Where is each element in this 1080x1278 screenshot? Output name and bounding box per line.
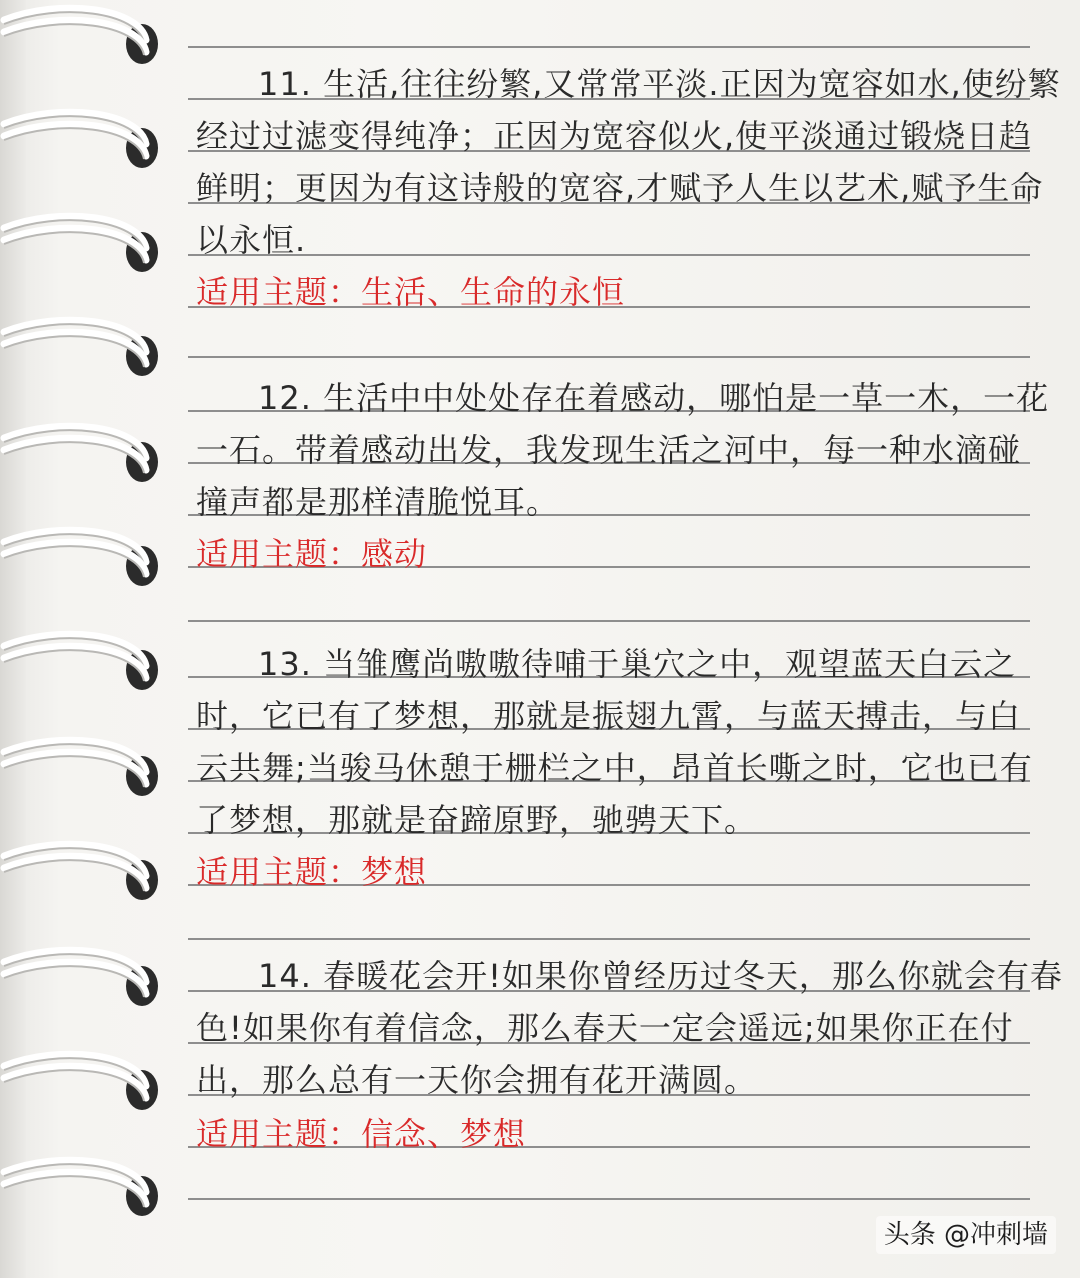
entry-11-line-4: 以永恒. [196, 221, 307, 259]
entry-11-line-2: 经过过滤变得纯净；正因为宽容似火,使平淡通过锻烧日趋 [196, 117, 1033, 155]
entry-12-theme: 适用主题：感动 [196, 535, 428, 573]
entry-11-line-1: 11. 生活,往往纷繁,又常常平淡.正因为宽容如水,使纷繁 [258, 65, 1061, 103]
entry-12-line-3: 撞声都是那样清脆悦耳。 [196, 483, 560, 521]
entry-14-theme: 适用主题：信念、梦想 [196, 1115, 527, 1153]
entry-13-line-1: 13. 当雏鹰尚嗷嗷待哺于巢穴之中，观望蓝天白云之 [258, 645, 1017, 683]
spiral-ring [4, 8, 158, 64]
entry-13-line-3: 云共舞;当骏马休憩于栅栏之中，昂首长嘶之时，它也已有 [196, 749, 1033, 787]
spiral-ring [4, 950, 158, 1006]
ruled-line [188, 938, 1030, 940]
entry-13-line-4: 了梦想，那就是奋蹄原野，驰骋天下。 [196, 801, 758, 839]
spiral-ring [4, 844, 158, 900]
spiral-ring [4, 426, 158, 482]
watermark: 头条 @冲刺墙 [876, 1216, 1056, 1254]
entry-12-line-2: 一石。带着感动出发，我发现生活之河中，每一种水滴碰 [196, 431, 1022, 469]
spiral-ring [4, 320, 158, 376]
entry-13-theme: 适用主题：梦想 [196, 853, 428, 891]
entry-11-theme: 适用主题：生活、生命的永恒 [196, 273, 626, 311]
ruled-line [188, 1198, 1030, 1200]
spiral-ring [4, 1160, 158, 1216]
entry-11-line-3: 鲜明；更因为有这诗般的宽容,才赋予人生以艺术,赋予生命 [196, 169, 1044, 207]
spiral-binding [0, 0, 190, 1278]
entry-14-line-2: 色!如果你有着信念，那么春天一定会遥远;如果你正在付 [196, 1009, 1014, 1047]
spiral-ring [4, 530, 158, 586]
ruled-line [188, 620, 1030, 622]
spiral-ring [4, 1054, 158, 1110]
entry-14-line-1: 14. 春暖花会开!如果你曾经历过冬天，那么你就会有春 [258, 957, 1063, 995]
spiral-ring [4, 112, 158, 168]
spiral-ring [4, 634, 158, 690]
ruled-line [188, 46, 1030, 48]
entry-13-line-2: 时，它已有了梦想，那就是振翅九霄，与蓝天搏击，与白 [196, 697, 1022, 735]
entry-14-line-3: 出，那么总有一天你会拥有花开满圆。 [196, 1061, 758, 1099]
spiral-ring [4, 216, 158, 272]
spiral-ring [4, 740, 158, 796]
ruled-line [188, 356, 1030, 358]
entry-12-line-1: 12. 生活中中处处存在着感动，哪怕是一草一木，一花 [258, 379, 1050, 417]
